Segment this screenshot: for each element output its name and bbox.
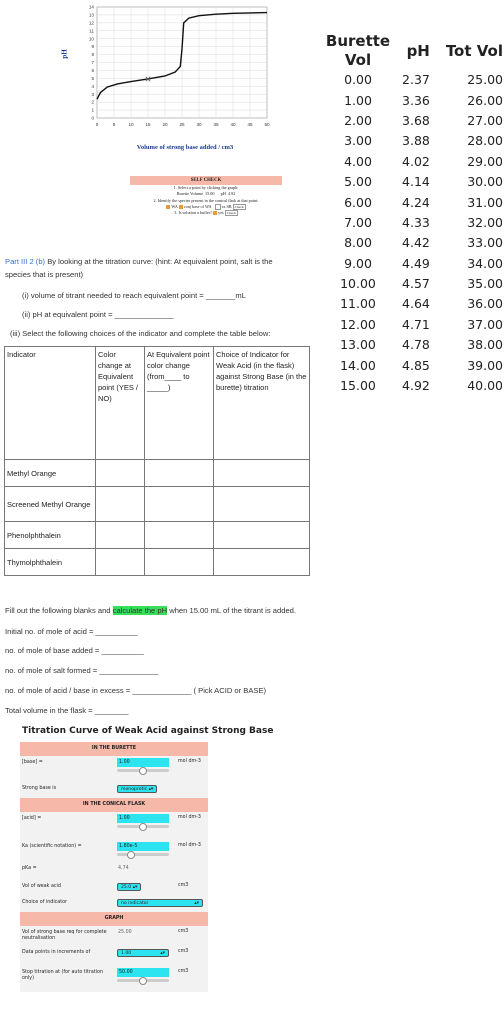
- section-burette: IN THE BURETTE: [20, 742, 208, 756]
- check-buffer-button[interactable]: Check: [226, 211, 236, 216]
- table-cell: 15.00: [340, 378, 376, 394]
- y-tick-label: 11: [89, 28, 94, 34]
- column-header: Tot Vol: [445, 41, 503, 60]
- simulator-title: Titration Curve of Weak Acid against Strong Base: [22, 726, 274, 736]
- table-cell: 9.00: [344, 255, 372, 271]
- indicator-select[interactable]: no indicator ▴▾: [117, 899, 203, 907]
- col-color-change: Color change at Equivalent point (YES / NO): [96, 347, 145, 460]
- indicator-name: Methyl Orange: [5, 460, 96, 487]
- table-cell: 5.00: [344, 174, 372, 190]
- table-cell: 3.36: [402, 92, 430, 108]
- ph-value: 4.92: [227, 191, 236, 197]
- y-tick-label: 10: [88, 36, 94, 42]
- table-row: [322, 233, 504, 253]
- answer-cell[interactable]: [96, 522, 145, 549]
- x-tick-label: 30: [196, 122, 202, 127]
- table-row: [322, 274, 504, 294]
- indicator-table: [4, 346, 310, 576]
- table-cell: 4.42: [402, 235, 430, 251]
- table-row: [322, 254, 504, 274]
- stop-titration-input[interactable]: 50.00: [117, 968, 169, 977]
- y-tick-label: 1: [91, 107, 94, 113]
- table-row: [5, 522, 310, 549]
- table-cell: 12.00: [340, 316, 376, 332]
- table-cell: 2.37: [402, 72, 430, 88]
- blanks-intro: Fill out the following blanks and calculate the pH when 15.00 mL of the titrant is added.: [5, 606, 297, 615]
- x-tick-label: 25: [179, 122, 185, 127]
- table-cell: 2.00: [344, 112, 372, 128]
- y-tick-label: 3: [91, 91, 94, 97]
- weak-acid-volume-select[interactable]: 25.0 ▴▾: [117, 883, 141, 891]
- x-axis-caption: Volume of strong base added / cm3: [136, 144, 234, 151]
- indicator-name: Screened Methyl Orange: [5, 487, 96, 522]
- table-row: [5, 487, 310, 522]
- table-row: [5, 549, 310, 576]
- answer-cell[interactable]: [145, 487, 214, 522]
- x-tick-label: 45: [247, 122, 253, 127]
- answer-cell[interactable]: [214, 522, 310, 549]
- x-tick-label: 10: [128, 122, 134, 127]
- y-tick-label: 7: [91, 60, 94, 66]
- species-wa-checkbox[interactable]: [166, 205, 170, 209]
- table-cell: 4.49: [402, 255, 430, 271]
- table-row: [322, 192, 504, 212]
- self-check-panel: [130, 176, 282, 216]
- table-row: [322, 90, 504, 110]
- question-i: (i) volume of titrant needed to reach equivalent point = _______mL: [22, 291, 246, 300]
- answer-cell[interactable]: [214, 460, 310, 487]
- answer-cell[interactable]: [96, 549, 145, 576]
- table-cell: 36.00: [467, 296, 503, 312]
- table-row: [322, 294, 504, 314]
- table-cell: 0.00: [344, 72, 372, 88]
- y-tick-label: 9: [91, 44, 94, 50]
- table-row: [322, 70, 504, 90]
- table-row: [322, 152, 504, 172]
- burette-volume-value: 15.00: [205, 191, 215, 197]
- column-header: Burette Vol: [325, 32, 391, 69]
- table-cell: 39.00: [467, 357, 503, 373]
- table-cell: 33.00: [467, 235, 503, 251]
- table-row: [5, 460, 310, 487]
- question-ii: (ii) pH at equivalent point = ______________: [22, 310, 174, 319]
- table-row: [322, 213, 504, 233]
- table-cell: 7.00: [344, 214, 372, 230]
- self-check-step2: 2. Identify the species present in the conical flask at that point:: [153, 197, 259, 203]
- table-cell: 8.00: [344, 235, 372, 251]
- table-cell: 4.33: [402, 214, 430, 230]
- table-cell: 6.00: [344, 194, 372, 210]
- y-tick-label: 5: [91, 75, 94, 81]
- blank-salt-formed: no. of mole of salt formed = ______________: [5, 666, 159, 675]
- col-color-range: At Equivalent point color change (from____ to _____): [145, 347, 214, 460]
- answer-cell[interactable]: [96, 487, 145, 522]
- table-cell: 11.00: [340, 296, 376, 312]
- blank-initial-acid: Initial no. of mole of acid = __________: [5, 627, 138, 636]
- col-choice: Choice of Indicator for Weak Acid (in the flask) against Strong Base (in the burette) titration: [214, 347, 310, 460]
- answer-cell[interactable]: [96, 460, 145, 487]
- table-row: [322, 172, 504, 192]
- section-conical-flask: IN THE CONICAL FLASK: [20, 798, 208, 812]
- buffer-question: 3. Is solution a buffer? yes Check: [174, 210, 236, 216]
- acid-concentration-slider[interactable]: [117, 825, 169, 828]
- titration-data-table: [322, 32, 504, 396]
- table-cell: 4.24: [402, 194, 430, 210]
- indicator-name: Phenolphthalein: [5, 522, 96, 549]
- table-cell: 38.00: [467, 337, 503, 353]
- species-xs-sb-checkbox[interactable]: [215, 204, 221, 210]
- slider-knob[interactable]: [139, 977, 147, 985]
- y-axis-label: pH: [60, 49, 69, 59]
- indicator-name: Thymolphthalein: [5, 549, 96, 576]
- check-species-button[interactable]: Check: [234, 204, 244, 209]
- table-cell: 4.92: [402, 378, 430, 394]
- table-cell: 14.00: [340, 357, 376, 373]
- col-indicator: Indicator: [5, 347, 96, 460]
- part3-heading: Part III 2 (b) By looking at the titration curve: (hint: At equivalent point, salt is the: [5, 257, 273, 266]
- slider-knob[interactable]: [127, 851, 135, 859]
- table-cell: 4.57: [402, 276, 430, 292]
- table-cell: 30.00: [467, 174, 503, 190]
- table-cell: 27.00: [467, 112, 503, 128]
- table-row: [322, 376, 504, 396]
- buffer-yes-checkbox[interactable]: [213, 211, 217, 215]
- column-header: pH: [406, 41, 430, 60]
- self-check-title: SELF CHECK: [130, 176, 282, 185]
- y-tick-label: 12: [88, 20, 94, 26]
- part3-heading-cont: species that is present): [5, 270, 84, 279]
- x-tick-label: 0: [95, 122, 99, 127]
- table-row: [322, 131, 504, 151]
- section-graph: GRAPH: [20, 912, 208, 926]
- x-tick-label: 40: [230, 122, 236, 127]
- stop-titration-slider[interactable]: [117, 979, 169, 982]
- blank-base-added: no. of mole of base added = __________: [5, 646, 144, 655]
- table-cell: 1.00: [344, 92, 372, 108]
- highlighted-text: calculate the pH: [112, 606, 168, 615]
- table-cell: 4.00: [344, 153, 372, 169]
- table-cell: 4.02: [402, 153, 430, 169]
- table-row: [322, 315, 504, 335]
- table-row: [322, 335, 504, 355]
- self-check-step1: 1. Select a point by clicking the graph:: [173, 185, 239, 190]
- table-cell: 32.00: [467, 214, 503, 230]
- table-cell: 35.00: [467, 276, 503, 292]
- pka-value: 4.74: [118, 866, 129, 871]
- species-checkboxes: WA conj base of WA xs SB Check: [130, 204, 282, 210]
- answer-cell[interactable]: [214, 549, 310, 576]
- answer-cell[interactable]: [145, 460, 214, 487]
- y-tick-label: 4: [91, 83, 94, 89]
- table-row: [322, 111, 504, 131]
- x-tick-label: 35: [213, 122, 219, 127]
- x-tick-label: 20: [162, 122, 168, 127]
- table-cell: 4.71: [402, 316, 430, 332]
- x-tick-label: 50: [264, 122, 270, 127]
- table-cell: 28.00: [467, 133, 503, 149]
- table-cell: 4.78: [402, 337, 430, 353]
- y-tick-label: 0: [91, 115, 94, 121]
- acid-concentration-input[interactable]: 1.00: [117, 814, 169, 823]
- table-cell: 25.00: [467, 72, 503, 88]
- species-conj-base-checkbox[interactable]: [179, 205, 183, 209]
- neutralisation-volume: 25.00: [118, 930, 132, 935]
- titration-simulator: Titration Curve of Weak Acid against Strong Base IN THE BURETTE [base] = 1.00 mol dm-3 Strong base is monoprotic ▴▾ IN THE CONICAL FLASK [acid] = 1.00 mol dm-3 Ka (scientific notation) = 1.80e-5 mol dm-3 pKa = 4.74 Vol of weak acid 25.0 ▴▾ cm3 Choice of indicator no indicator ▴▾ GRAPH Vol of strong base req for complete neutralisation 25.00 cm3 Data points in increments of 1.00 ▴▾ cm3 Stop titration at (for auto titration only) 50.00 cm3: [20, 726, 260, 992]
- data-points-select[interactable]: 1.00 ▴▾: [117, 949, 169, 957]
- table-cell: 37.00: [467, 316, 503, 332]
- ka-slider[interactable]: [117, 853, 169, 856]
- base-concentration-input[interactable]: 1.00: [117, 758, 169, 767]
- table-cell: 10.00: [340, 276, 376, 292]
- table-cell: 34.00: [467, 255, 503, 271]
- x-tick-label: 5: [112, 122, 116, 127]
- table-cell: 13.00: [340, 337, 376, 353]
- slider-knob[interactable]: [139, 823, 147, 831]
- strong-base-select[interactable]: monoprotic ▴▾: [117, 785, 157, 793]
- ka-input[interactable]: 1.80e-5: [117, 842, 169, 851]
- table-cell: 26.00: [467, 92, 503, 108]
- x-tick-label: 15: [145, 122, 151, 127]
- table-cell: 3.88: [402, 133, 430, 149]
- table-cell: 4.14: [402, 174, 430, 190]
- y-tick-label: 6: [91, 68, 94, 74]
- answer-cell[interactable]: [145, 549, 214, 576]
- slider-knob[interactable]: [139, 767, 147, 775]
- y-tick-label: 13: [88, 12, 94, 18]
- answer-cell[interactable]: [145, 522, 214, 549]
- table-cell: 3.00: [344, 133, 372, 149]
- table-cell: 29.00: [467, 153, 503, 169]
- table-cell: 4.85: [402, 357, 430, 373]
- selected-point-readout: Burette Volume 15.00 pH 4.92: [176, 191, 236, 197]
- titration-graph[interactable]: [60, 0, 280, 160]
- y-tick-label: 14: [88, 4, 94, 10]
- table-cell: 40.00: [467, 378, 503, 394]
- base-concentration-slider[interactable]: [117, 769, 169, 772]
- table-row: [322, 355, 504, 375]
- table-cell: 4.64: [402, 296, 430, 312]
- y-tick-label: 2: [91, 99, 94, 105]
- table-cell: 31.00: [467, 194, 503, 210]
- answer-cell[interactable]: [214, 487, 310, 522]
- blank-excess: no. of mole of acid / base in excess = ______________ ( Pick ACID or BASE): [5, 686, 267, 695]
- table-cell: 3.68: [402, 112, 430, 128]
- y-tick-label: 8: [91, 52, 94, 58]
- blank-total-volume: Total volume in the flask = ________: [5, 706, 129, 715]
- question-iii: (iii) Select the following choices of the indicator and complete the table below:: [10, 329, 271, 338]
